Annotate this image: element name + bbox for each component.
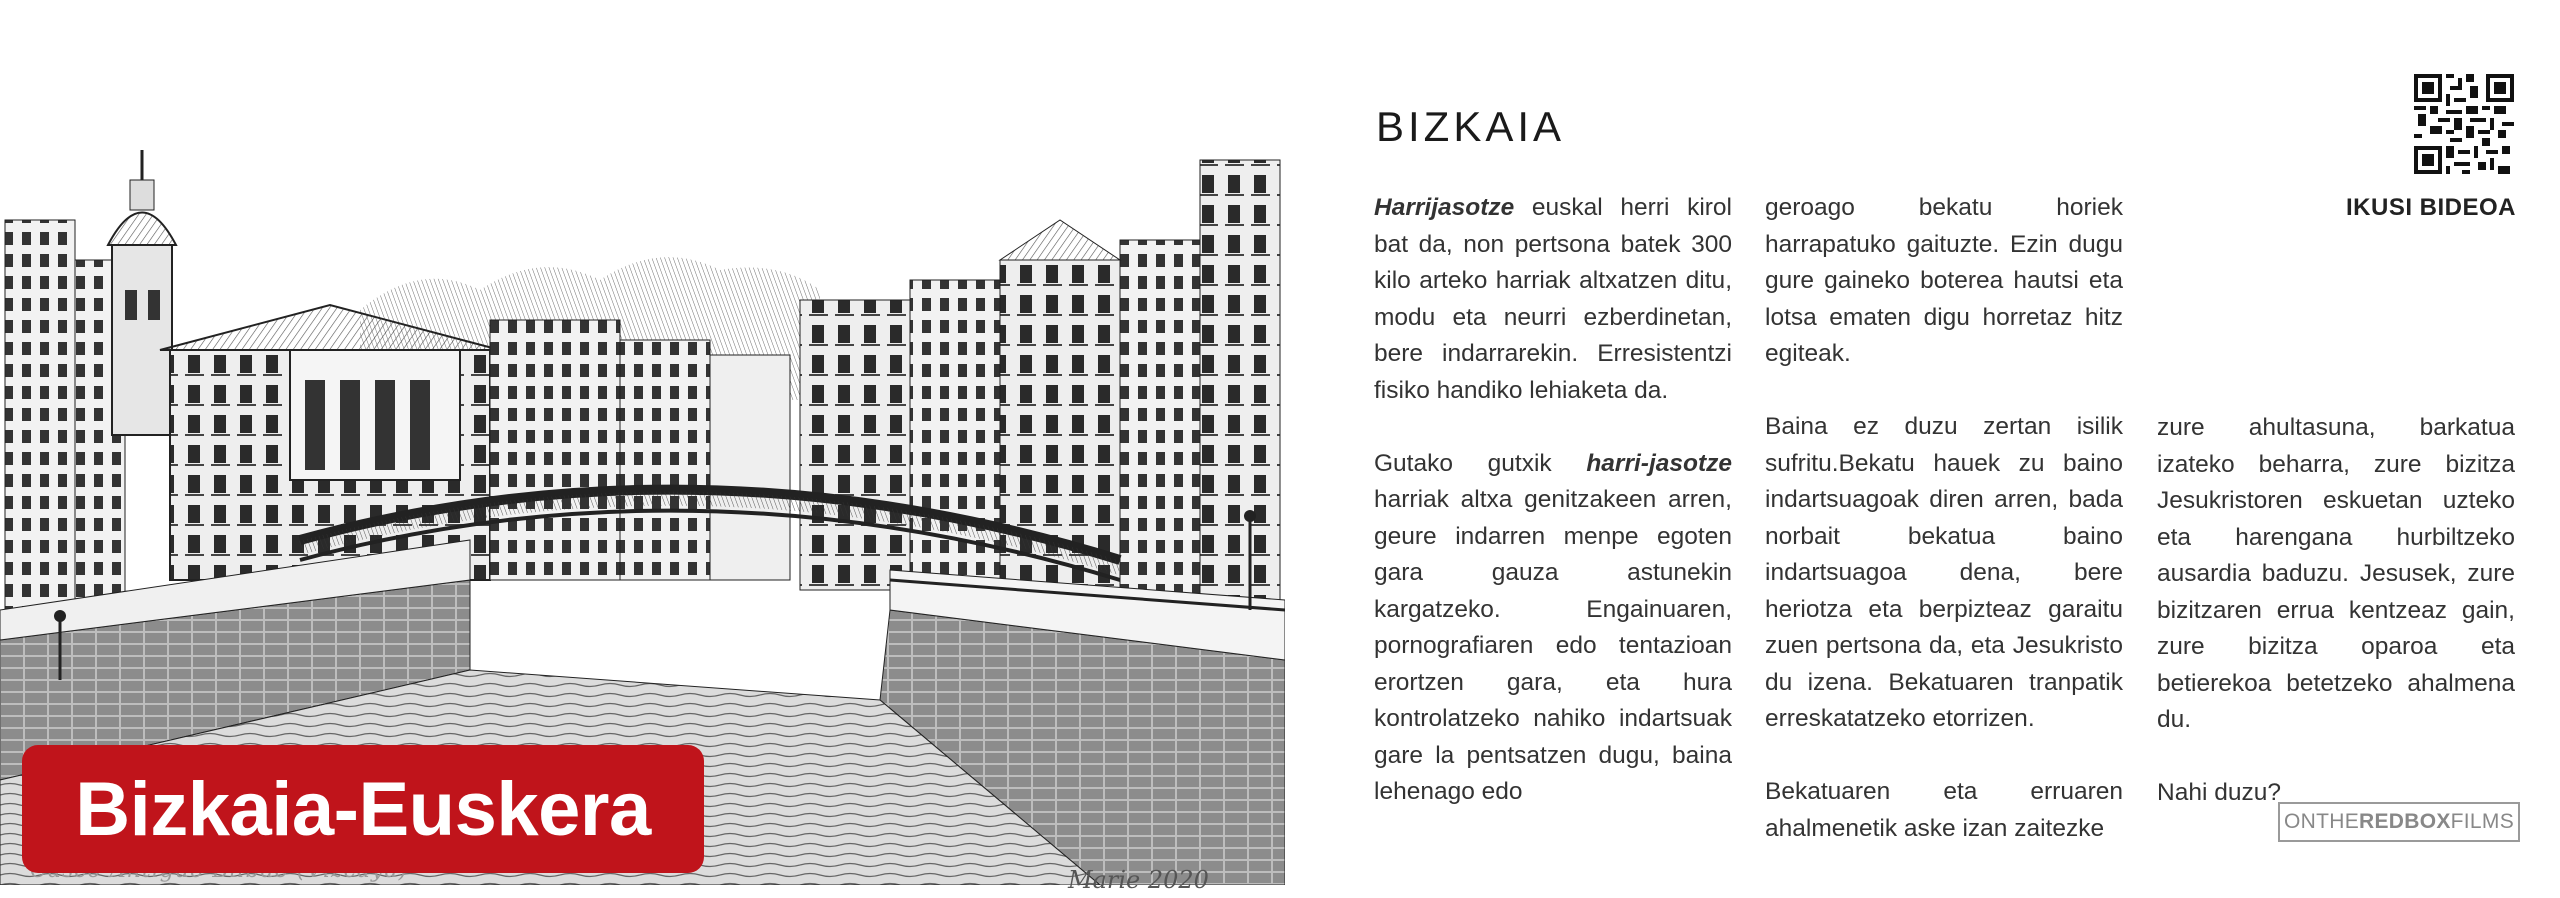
artist-signature: Marie 2020	[1068, 866, 1209, 894]
logo-text-2: REDBOX	[2359, 810, 2451, 833]
qr-code-icon[interactable]	[2414, 74, 2514, 174]
logo-text-3: FILMS	[2450, 810, 2514, 833]
brand-logo	[2278, 802, 2520, 842]
article-title: BIZKAIA	[1376, 103, 1566, 150]
text-column-2	[1765, 190, 2123, 847]
language-badge: Bizkaia-Euskera	[22, 745, 704, 873]
paragraph	[1374, 190, 1732, 409]
paragraph: zure ahultasuna, barkatua izateko beharra, zure bizitza Jesukristoren eskuetan uzteko eta harengana hurbiltzeko ausardia baduzu. Jesusek, zure bizitzaren errua kentzeaz gain, zure bizitza oparoa eta betierekoa betetzeko ahalmena du.	[2157, 414, 2515, 733]
text-column-3	[2157, 410, 2515, 812]
paragraph: Nahi duzu?	[2157, 779, 2281, 806]
bold-term: harri-jasotze	[1586, 449, 1732, 477]
bold-term: Harrijasotze	[1374, 194, 1515, 221]
paragraph: geroago bekatu horiek harrapatuko gaituzte. Ezin dugu gure gaineko boterea hautsi eta lotsa ematen digu horretaz hitz egiteak.	[1765, 194, 2123, 367]
paragraph: Bekatuaren eta erruaren ahalmenetik aske izan zaitezke	[1765, 778, 2123, 842]
paragraph	[1374, 446, 1732, 811]
logo-text-1: ONTHE	[2284, 810, 2359, 833]
paragraph-text: harriak altxa genitzakeen arren, geure indarren menpe egoten gara gauza astunekin kargatzeko. Engainuaren, pornografiaren edo tentazioan erortzen gara, eta hura kontrolatzeko nahiko indartsuak gare la pentsatzen dugu, baina lehenago edo	[1374, 486, 1732, 805]
text-column-1	[1374, 190, 1732, 811]
watch-video-label[interactable]: IKUSI BIDEOA	[2345, 194, 2516, 221]
paragraph: Baina ez duzu zertan isilik sufritu.Bekatu hauek zu baino indartsuagoak diren arren, bada norbait bekatua baino indartsuagoa dena, bere heriotza eta berpizteaz garaitu zuen pertsona da, eta Jesukristo du izena. Bekatuaren tranpatik erreskatatzeko etorrizen.	[1765, 413, 2123, 732]
paragraph-text: Gutako gutxik	[1374, 449, 1587, 477]
paragraph-text: euskal herri kirol bat da, non pertsona batek 300 kilo arteko harriak altxatzen ditu, modu eta neurri ezberdinetan, bere indarrarekin. Erresistentzi fisiko handiko lehiaketa da.	[1374, 194, 1732, 404]
